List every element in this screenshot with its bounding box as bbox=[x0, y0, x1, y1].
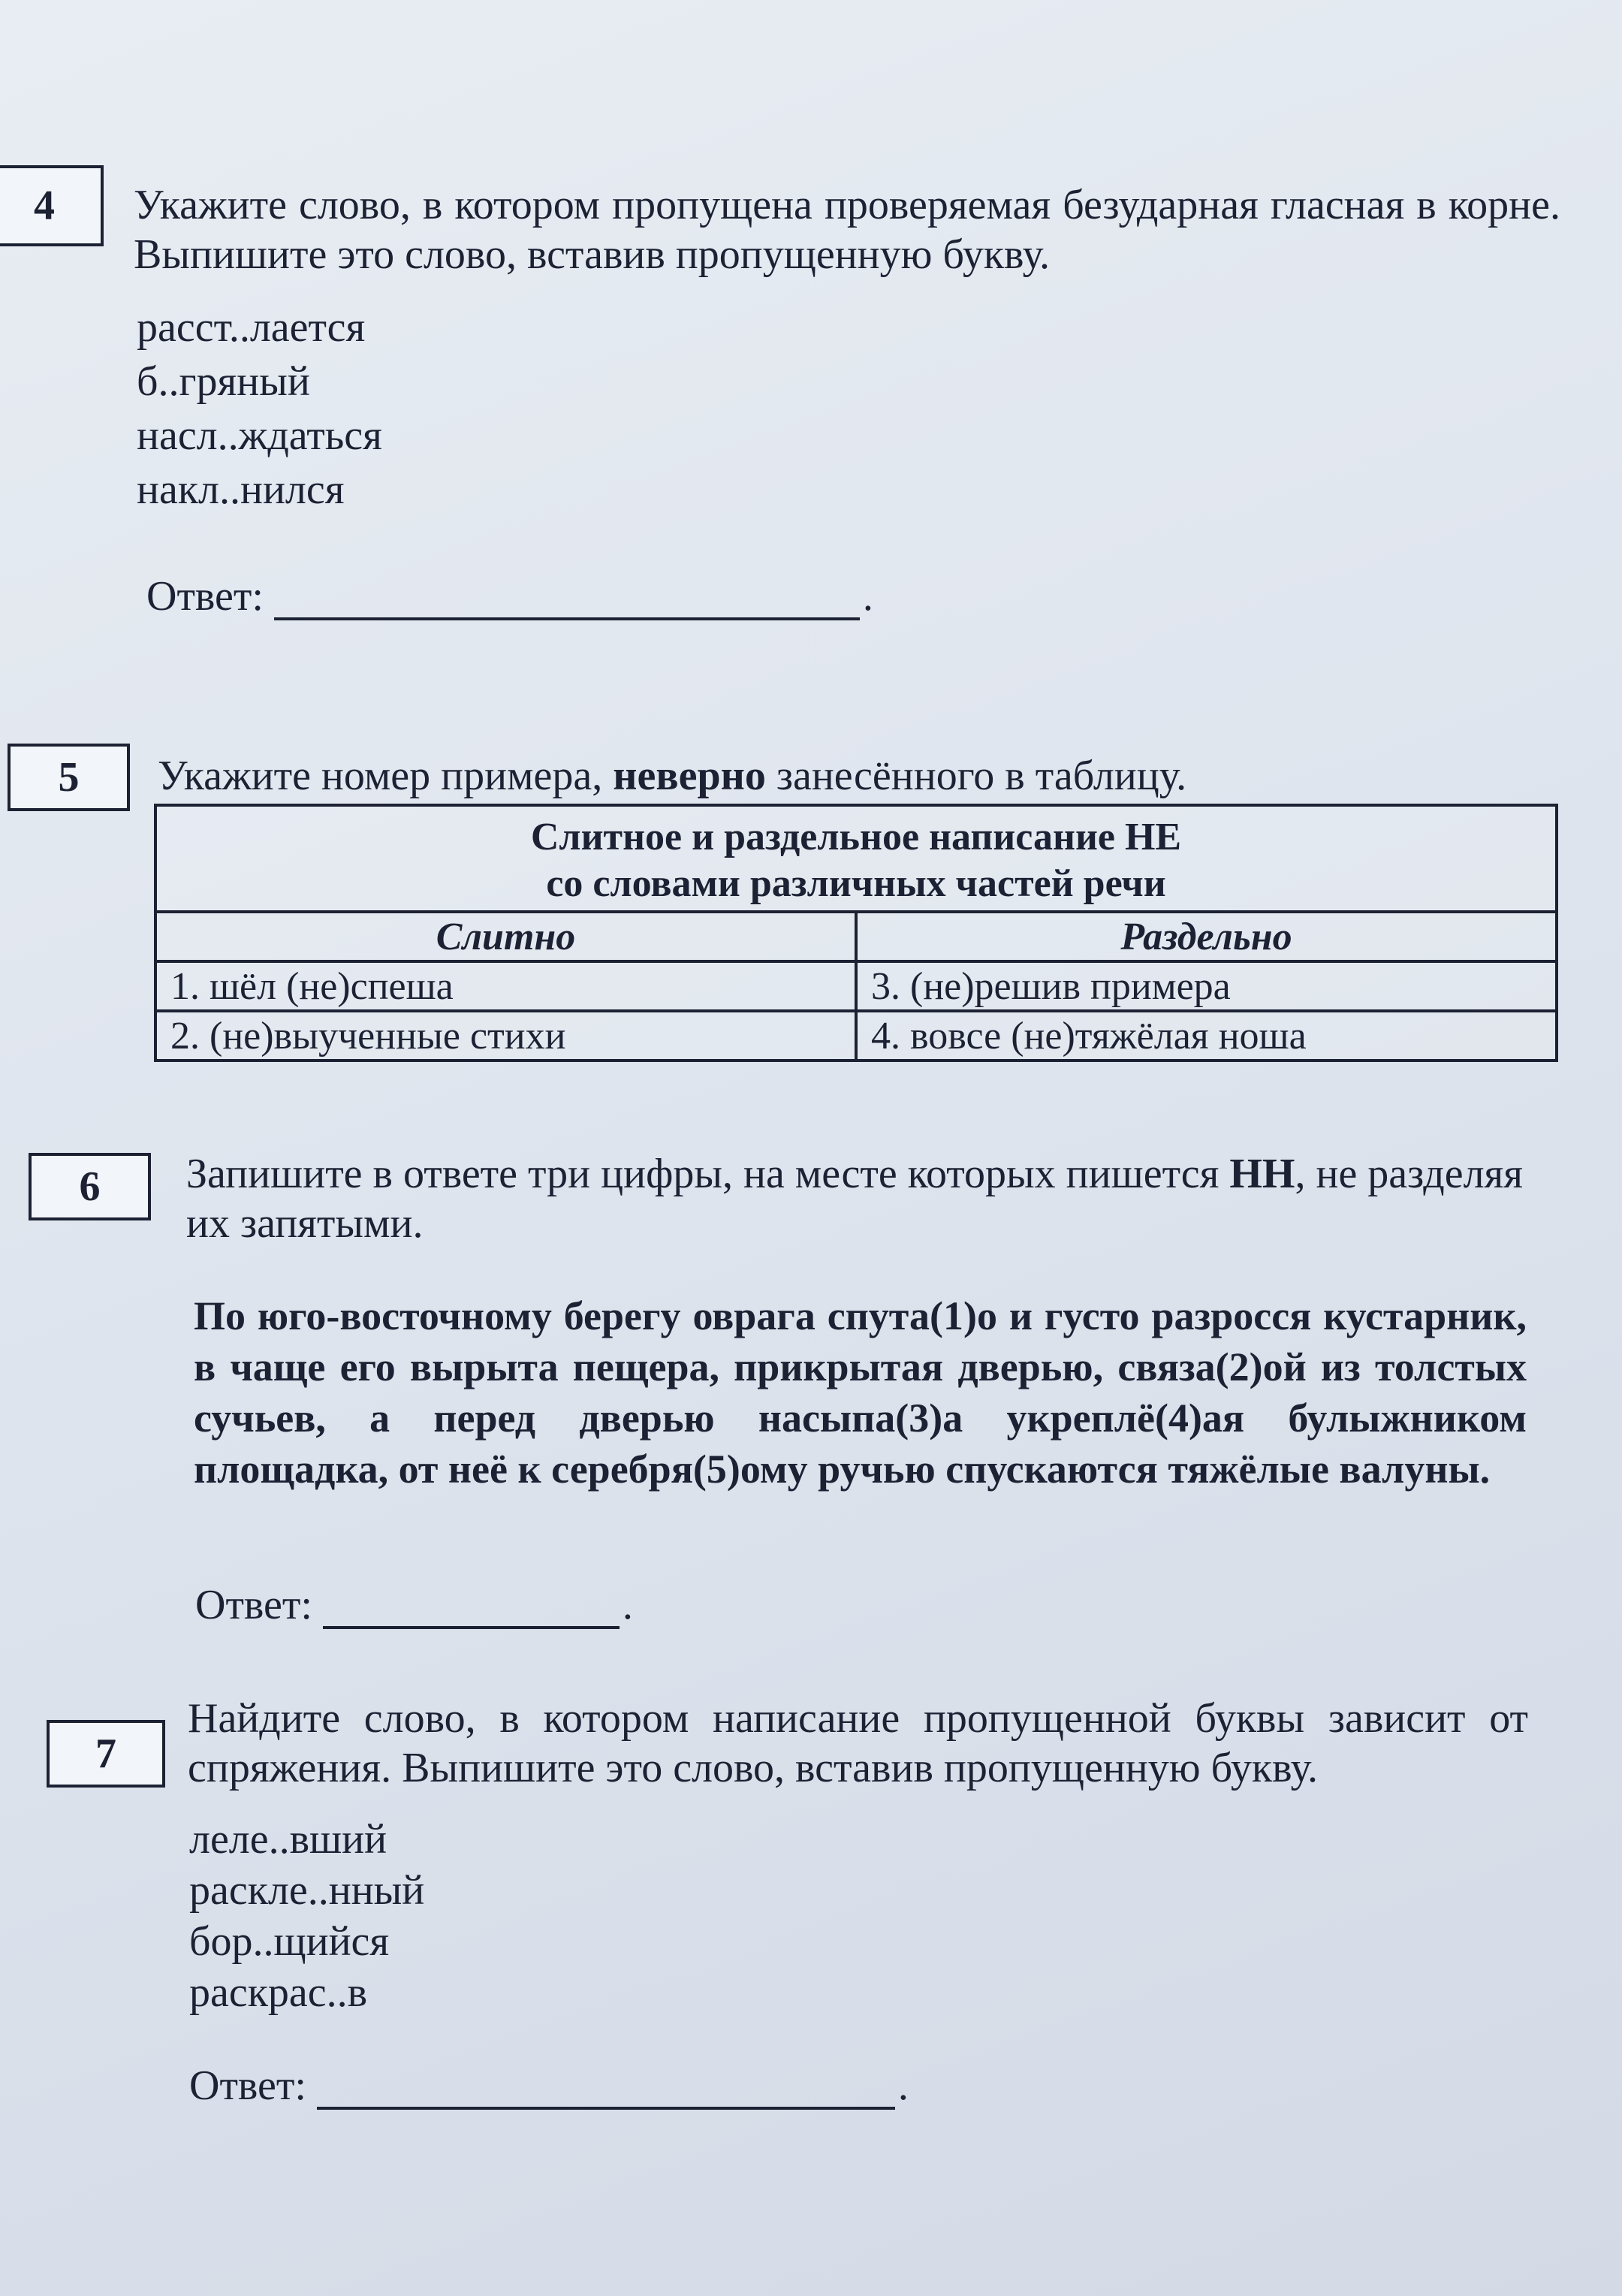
task-5-question-bold: неверно bbox=[613, 753, 766, 799]
task-5-question bbox=[158, 751, 1186, 801]
task-7-number: 7 bbox=[47, 1720, 165, 1788]
task-7-option-4: раскрас..в bbox=[189, 1969, 368, 2016]
task-6-question bbox=[186, 1149, 1530, 1248]
table-row bbox=[155, 961, 1557, 1011]
task-6-number: 6 bbox=[29, 1153, 151, 1220]
task-7-answer-label: Ответ: bbox=[189, 2062, 306, 2109]
table-title-line-2: со словами различных частей речи bbox=[546, 862, 1166, 905]
task-7-option-2: раскле..нный bbox=[189, 1867, 425, 1914]
task-7-answer-field[interactable] bbox=[317, 2069, 895, 2110]
task-5-table bbox=[154, 804, 1558, 1062]
task-6-answer bbox=[195, 1581, 633, 1629]
task-6-answer-label: Ответ: bbox=[195, 1582, 312, 1628]
task-5-number: 5 bbox=[8, 744, 130, 811]
task-7-question: Найдите слово, в котором написание пропущенной буквы зависит от спряжения. Выпишите это слово, вставив пропущенную букву. bbox=[188, 1695, 1528, 1791]
task-4-answer-label: Ответ: bbox=[146, 573, 264, 620]
task-5-question-end: занесённого в таблицу. bbox=[776, 753, 1187, 799]
task-7-options bbox=[189, 1814, 424, 2018]
task-4-question: Укажите слово, в котором пропущена проверяемая безударная гласная в корне. Выпишите это слово, вставив пропущенную букву. bbox=[134, 182, 1560, 278]
task-4-answer bbox=[146, 572, 873, 620]
task-4-option-1: расст..лается bbox=[137, 304, 366, 351]
task-7-answer bbox=[189, 2062, 909, 2110]
task-6-answer-field[interactable] bbox=[323, 1588, 620, 1629]
table-title bbox=[155, 805, 1557, 912]
task-6-question-end: , не разделяя их запятыми. bbox=[186, 1151, 1524, 1247]
task-4-number: 4 bbox=[0, 165, 104, 246]
task-7-option-1: леле..вший bbox=[189, 1816, 387, 1863]
table-row bbox=[155, 1011, 1557, 1061]
table-cell: 1. шёл (не)спеша bbox=[155, 961, 856, 1011]
table-cell: 4. вовсе (не)тяжёлая ноша bbox=[856, 1011, 1557, 1061]
task-4-answer-period: . bbox=[862, 573, 873, 620]
task-4-answer-field[interactable] bbox=[274, 580, 860, 620]
table-header-right: Раздельно bbox=[856, 912, 1557, 961]
task-4-options bbox=[137, 300, 382, 517]
task-4-option-2: б..гряный bbox=[137, 358, 310, 405]
task-4-option-3: насл..ждаться bbox=[137, 412, 382, 459]
task-4-option-4: накл..нился bbox=[137, 466, 345, 513]
task-7-answer-period: . bbox=[897, 2062, 909, 2109]
table-cell: 2. (не)выученные стихи bbox=[155, 1011, 856, 1061]
table-header-left: Слитно bbox=[155, 912, 856, 961]
task-6-text: По юго-восточному берегу оврага спута(1)о и густо разросся кустарник, в чаще его вырыта пещера, прикрытая дверью, связа(2)ой из толстых сучьев, а перед дверью насыпа(3)а укреплё(4)ая булыжником площадка, от неё к серебря(5)ому ручью спускаются тяжёлые валуны. bbox=[194, 1293, 1527, 1492]
task-6-question-bold: НН bbox=[1229, 1151, 1295, 1197]
table-title-line-1: Слитное и раздельное написание НЕ bbox=[530, 816, 1182, 858]
task-5-question-start: Укажите номер примера, bbox=[158, 753, 603, 799]
table-cell: 3. (не)решив примера bbox=[856, 961, 1557, 1011]
task-6-question-start: Запишите в ответе три цифры, на месте которых пишется bbox=[186, 1151, 1220, 1197]
task-6-answer-period: . bbox=[622, 1582, 633, 1628]
task-7-option-3: бор..щийся bbox=[189, 1918, 390, 1965]
